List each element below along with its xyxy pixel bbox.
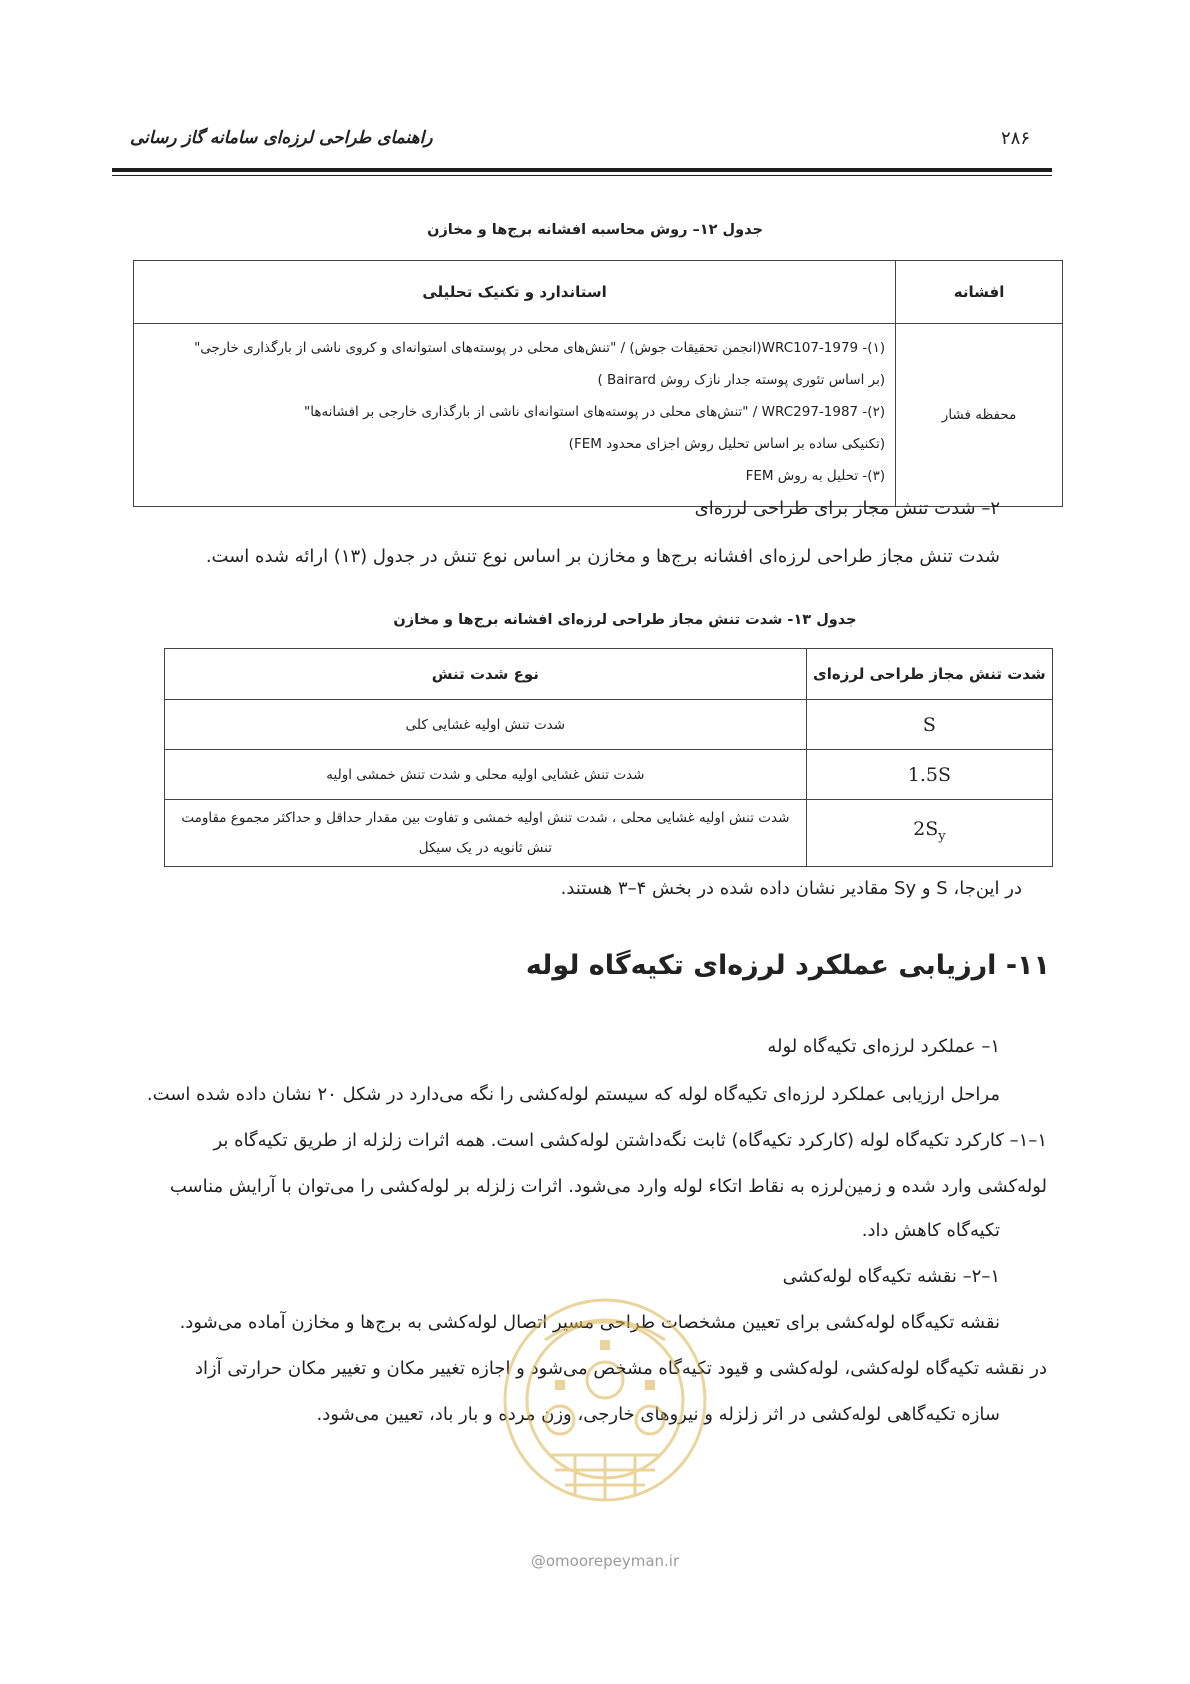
table-row: [165, 700, 1053, 750]
table13-type: شدت تنش اولیه غشایی کلی: [165, 700, 807, 750]
table13-header-allowable: شدت تنش مجاز طراحی لرزه‌ای: [806, 649, 1052, 700]
table12-line: (بر اساس تئوری پوسته جدار نازک روش Bairard ): [597, 372, 886, 388]
table12-line: (تکنیکی ساده بر اساس تحلیل روش اجزای محدود FEM): [568, 436, 886, 452]
page-number: ۲۸۶: [1000, 128, 1030, 149]
subsection-heading: ۱– عملکرد لرزه‌ای تکیه‌گاه لوله: [767, 1036, 1000, 1057]
table-row: [165, 750, 1053, 800]
table13-value: 1.5S: [806, 750, 1052, 800]
table12-caption: جدول ۱۲– روش محاسبه افشانه برج‌ها و مخازن: [427, 222, 763, 238]
table12-line: (۲)- WRC297-1987 / "تنش‌های محلی در پوسته‌های استوانه‌ای ناشی از بارگذاری خارجی بر افشانه‌ها": [304, 404, 886, 420]
table12-header-standard: استاندارد و تکنیک تحلیلی: [134, 261, 896, 324]
at-icon: @: [530, 1552, 546, 1570]
table13-value: [806, 800, 1052, 867]
table13-caption: جدول ۱۳- شدت تنش مجاز طراحی لرزه‌ای افشانه برج‌ها و مخازن: [393, 612, 857, 628]
subsection-heading: ۱–۲– نقشه تکیه‌گاه لوله‌کشی: [782, 1266, 1000, 1287]
table13-value-main: 2S: [913, 818, 939, 841]
table13-type-line: شدت تنش اولیه غشایی محلی ، شدت تنش اولیه خمشی و تفاوت بین مقدار حداقل و حداکثر مجموع مقاومت: [181, 810, 790, 826]
table12-standard-cell: [134, 324, 896, 507]
table12: [133, 260, 1063, 507]
table12-header-flare: افشانه: [896, 261, 1063, 324]
paragraph: مراحل ارزیابی عملکرد لرزه‌ای تکیه‌گاه لوله که سیستم لوله‌کشی را نگه می‌دارد در شکل ۲۰ نشان داده شده است.: [146, 1084, 1000, 1105]
table13-type: شدت تنش غشایی اولیه محلی و شدت تنش خمشی اولیه: [165, 750, 807, 800]
table13-value-subscript: y: [938, 828, 946, 844]
table-row: [165, 800, 1053, 867]
paragraph: سازه تکیه‌گاهی لوله‌کشی در اثر زلزله و نیروهای خارجی، وزن مرده و بار باد، تعیین می‌شود.: [316, 1404, 1000, 1425]
section11-title: ۱۱- ارزیابی عملکرد لرزه‌ای تکیه‌گاه لوله: [525, 950, 1050, 981]
paragraph: لوله‌کشی وارد شده و زمین‌لرزه به نقاط اتکاء لوله وارد می‌شود. اثرات زلزله بر لوله‌کشی را می‌توان با آرایش مناسب: [169, 1176, 1047, 1197]
watermark-url: [500, 1552, 710, 1570]
table13-type: [165, 800, 807, 867]
paragraph: تکیه‌گاه کاهش داد.: [861, 1220, 1000, 1241]
paragraph: نقشه تکیه‌گاه لوله‌کشی برای تعیین مشخصات طراحی مسیر اتصال لوله‌کشی به برج‌ها و مخازن آماده می‌شود.: [179, 1312, 1000, 1333]
header-rule-thin: [112, 175, 1052, 176]
table13-value: S: [806, 700, 1052, 750]
table13-header-type: نوع شدت تنش: [165, 649, 807, 700]
table12-line: (۳)- تحلیل به روش FEM: [745, 468, 886, 484]
paragraph: در نقشه تکیه‌گاه لوله‌کشی، لوله‌کشی و قیود تکیه‌گاه مشخص می‌شود و اجازه تغییر مکان و تغییر مکان حرارتی آزاد: [194, 1358, 1047, 1379]
watermark-url-text: omoorepeyman.ir: [545, 1552, 680, 1570]
book-title: راهنمای طراحی لرزه‌ای سامانه گاز رسانی: [130, 128, 433, 148]
section2-heading: ۲– شدت تنش مجاز برای طراحی لرزه‌ای: [694, 498, 1000, 519]
section2-paragraph: شدت تنش مجاز طراحی لرزه‌ای افشانه برج‌ها و مخازن بر اساس نوع تنش در جدول (۱۳) ارائه شده است.: [205, 546, 1000, 567]
paragraph: ۱–۱– کارکرد تکیه‌گاه لوله (کارکرد تکیه‌گاه) ثابت نگه‌داشتن لوله‌کشی است. همه اثرات زلزله از طریق تکیه‌گاه بر: [213, 1130, 1047, 1151]
header-rule-thick: [112, 168, 1052, 172]
watermark-logo: [490, 1280, 720, 1560]
table13: [164, 648, 1053, 867]
table12-flare-cell: محفظه فشار: [896, 324, 1063, 507]
table13-type-line: تنش ثانویه در یک سیکل: [418, 840, 552, 856]
table12-line: (۱)- WRC107-1979(انجمن تحقیقات جوش) / "تنش‌های محلی در پوسته‌های استوانه‌ای و کروی ناشی از بارگذاری خارجی": [194, 340, 886, 356]
note-after-table13: در این‌جا، S و Sy مقادیر نشان داده شده در بخش ۴–۳ هستند.: [560, 878, 1022, 899]
